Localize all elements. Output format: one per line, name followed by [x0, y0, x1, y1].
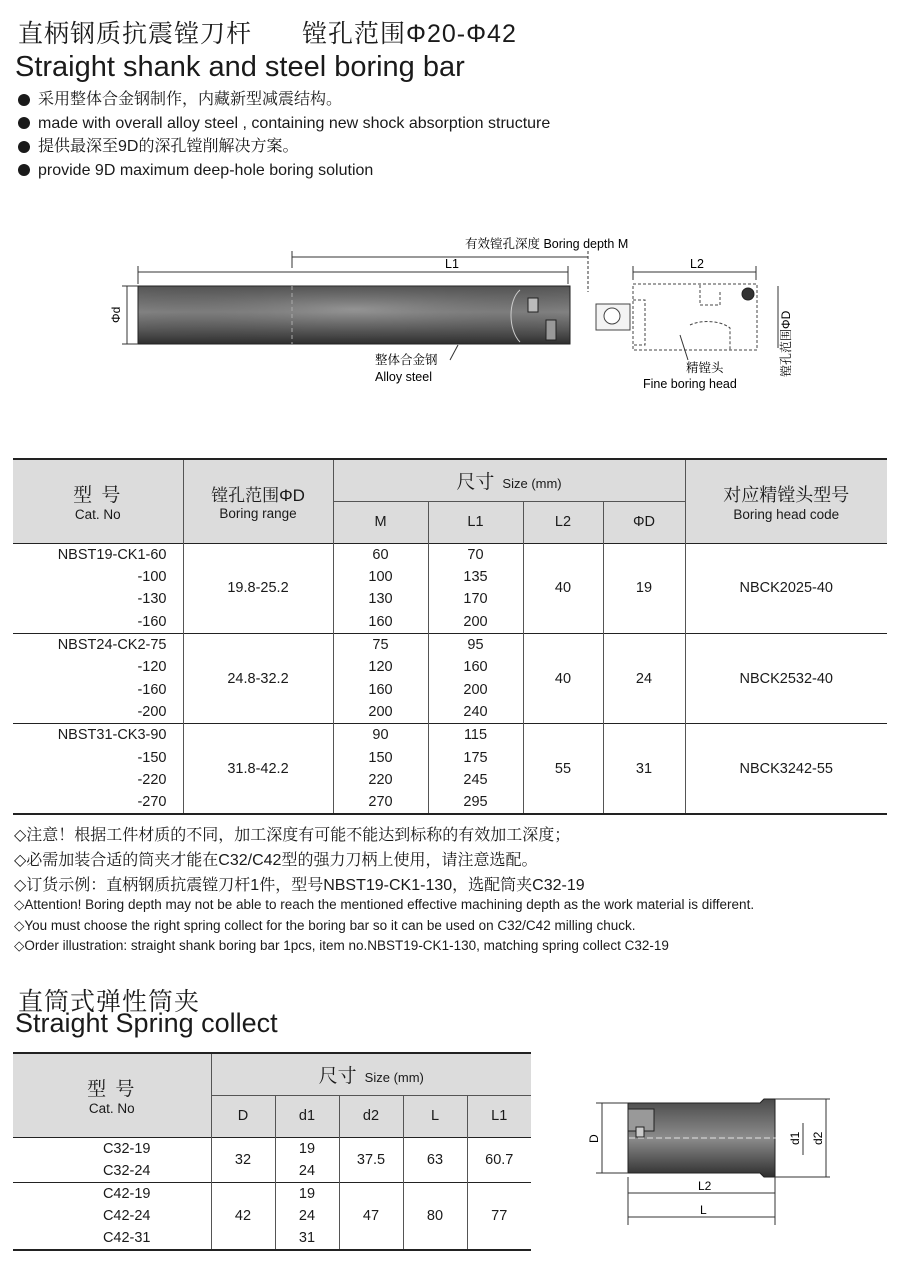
bullet-icon [18, 117, 30, 129]
col-l1: L1 [428, 501, 523, 543]
collet-spec-table [13, 1052, 531, 1251]
fine-boring-head [596, 284, 757, 350]
col-size: 尺寸 Size (mm) [333, 459, 685, 501]
page-title-cn [18, 14, 517, 50]
col-size: 尺寸 Size (mm) [211, 1053, 531, 1095]
col-m: M [333, 501, 428, 543]
collet-L-label: L [700, 1203, 707, 1217]
collet-d1-label: d1 [788, 1131, 802, 1145]
collet-D-label: D [587, 1134, 601, 1143]
col-l2: L2 [523, 501, 603, 543]
table-row: -270 270 295 [13, 792, 887, 815]
col-phi-d: ΦD [603, 501, 685, 543]
bullet-item: made with overall alloy steel , containing new shock absorption structure [18, 112, 550, 136]
title-cn: 直柄钢质抗震镗刀杆 [18, 20, 253, 48]
section2-title-en: Straight Spring collect [15, 1008, 278, 1038]
note-line: ◇必需加装合适的筒夹才能在C32/C42型的强力刀柄上使用，请注意选配。 [14, 852, 538, 869]
boring-depth-label: 有效镗孔深度 Boring depth M [465, 237, 629, 251]
table-row: -100 100 135 [13, 566, 887, 589]
boring-range-title: 镗孔范围Φ20-Φ42 [302, 20, 517, 48]
col-L: L [403, 1095, 467, 1137]
note-line: ◇Order illustration: straight shank boring bar 1pcs, item no.NBST19-CK1-130, matching spring collect C32-19 [14, 938, 669, 953]
bullet-icon [18, 94, 30, 106]
phi-D-label: 镗孔范围ΦD [779, 310, 793, 377]
notes-cn [14, 823, 585, 898]
col-d2: d2 [339, 1095, 403, 1137]
table-row: -200 200 240 [13, 701, 887, 724]
note-line: ◇Attention! Boring depth may not be able to reach the mentioned effective machining depth as the work material is different. [14, 897, 755, 912]
collet-d2-label: d2 [811, 1131, 825, 1145]
head-code-cell: NBCK3242-55 [739, 760, 833, 777]
col-boring-range: 镗孔范围ΦD Boring range [183, 459, 333, 543]
boring-bar-spec-table [13, 458, 887, 815]
bullet-item: 采用整体合金钢制作，内藏新型减震结构。 [18, 88, 550, 112]
col-L1: L1 [467, 1095, 531, 1137]
table-row: NBST31-CK3-90 31.8-42.2 90 115 55 31 NBCK3242-55 [13, 724, 887, 747]
table-row: -120 120 160 [13, 656, 887, 679]
col-d1: d1 [275, 1095, 339, 1137]
col-cat-no: 型 号 Cat. No [13, 1053, 211, 1137]
page-title-en: Straight shank and steel boring bar [15, 51, 465, 83]
col-D: D [211, 1095, 275, 1137]
alloy-steel-en: Alloy steel [375, 370, 432, 384]
notes-en [14, 895, 754, 957]
bullet-item: 提供最深至9D的深孔镗削解决方案。 [18, 135, 550, 159]
section2-title-cn: 直筒式弹性筒夹 [18, 988, 201, 1016]
bullet-icon [18, 164, 30, 176]
table-row: NBST19-CK1-60 19.8-25.2 60 70 40 19 NBCK2025-40 [13, 543, 887, 566]
table-row: -160 160 200 [13, 611, 887, 634]
alloy-steel-cn: 整体合金钢 [375, 353, 438, 367]
range-cell: 24.8-32.2 [183, 633, 333, 723]
table-row: -160 160 200 [13, 679, 887, 702]
table-row: -220 220 245 [13, 769, 887, 792]
table-row: C42-19 42 19 47 80 77 [13, 1182, 531, 1205]
range-cell: 19.8-25.2 [183, 543, 333, 633]
range-cell: 31.8-42.2 [183, 724, 333, 814]
table-row: C42-31 31 [13, 1227, 531, 1250]
feature-list [18, 88, 550, 182]
fine-head-cn: 精镗头 [686, 361, 724, 375]
table-row: NBST24-CK2-75 24.8-32.2 75 95 40 24 NBCK2532-40 [13, 633, 887, 656]
note-line: ◇订货示例：直柄钢质抗震镗刀杆1件，型号NBST19-CK1-130，选配筒夹C32-19 [14, 877, 585, 894]
head-code-cell: NBCK2025-40 [739, 580, 833, 597]
boring-bar-diagram [0, 220, 900, 400]
head-code-cell: NBCK2532-40 [739, 670, 833, 687]
bullet-item: provide 9D maximum deep-hole boring solution [18, 159, 550, 183]
phi-d-label: Φd [109, 306, 123, 323]
table-row: C42-24 24 [13, 1205, 531, 1228]
l1-label: L1 [445, 257, 459, 271]
bullet-icon [18, 141, 30, 153]
table-row: -130 130 170 [13, 588, 887, 611]
col-cat-no: 型 号 Cat. No [13, 459, 183, 543]
col-head-code: 对应精镗头型号 Boring head code [685, 459, 887, 543]
collet-diagram [580, 1085, 840, 1235]
table-row: C32-24 24 [13, 1160, 531, 1183]
l2-label: L2 [690, 257, 704, 271]
table-row: -150 150 175 [13, 746, 887, 769]
collet-L2-label: L2 [698, 1179, 712, 1193]
note-line: ◇注意！根据工件材质的不同，加工深度有可能不能达到标称的有效加工深度； [14, 827, 571, 844]
note-line: ◇You must choose the right spring collect for the boring bar so it can be used on C32/C42 milling chuck. [14, 917, 636, 933]
table-row: C32-19 32 19 37.5 63 60.7 [13, 1137, 531, 1160]
fine-head-en: Fine boring head [643, 377, 737, 391]
